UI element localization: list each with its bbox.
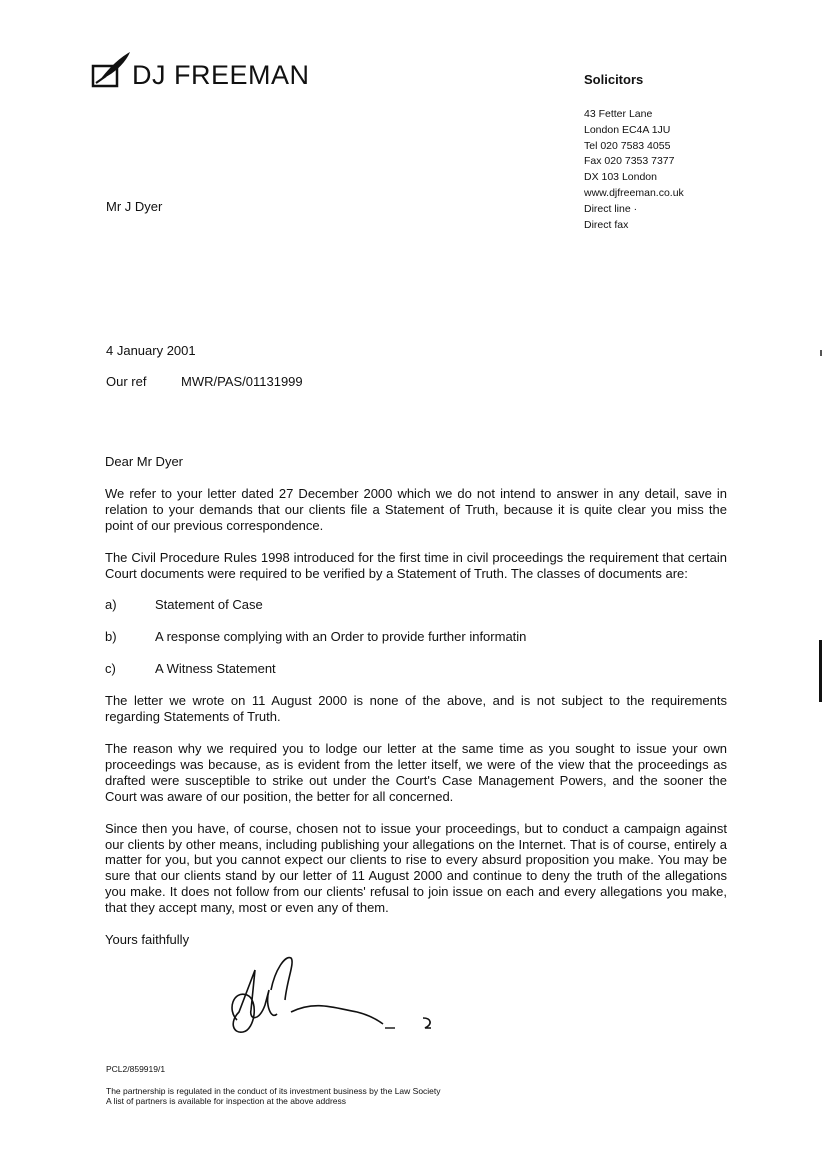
letter-body: [105, 454, 727, 948]
firm-type: Solicitors: [584, 72, 644, 87]
scan-edge-mark: [819, 640, 822, 702]
body-paragraph-5: Since then you have, of course, chosen not to issue your proceedings, but to conduct a campaign against our clients by other means, including publishing your allegations on the Internet. That is of course, entirely a matter for you, but you cannot expect our clients to rise to every absurd proposition you make. You may be sure that our clients stand by our letter of 11 August 2000 and continue to deny the truth of the allegations you make. It does not follow from our clients' refusal to join issue on each and every allegations you make, that they accept many, most or even any of them.: [105, 820, 727, 916]
reference-line: [106, 374, 303, 389]
list-item: [105, 661, 727, 677]
firm-logo: [90, 50, 320, 94]
scan-edge-dot: [820, 350, 822, 356]
footer-note: A list of partners is available for inspection at the above address: [106, 1096, 347, 1106]
recipient-name: Mr J Dyer: [106, 199, 163, 214]
list-item-text: Statement of Case: [155, 597, 263, 613]
list-item-text: A Witness Statement: [155, 661, 276, 677]
list-item-key: a): [105, 597, 117, 613]
list-item-key: b): [105, 629, 117, 645]
address-line: 43 Fetter Lane: [584, 108, 653, 120]
body-paragraph-2: The Civil Procedure Rules 1998 introduced for the first time in civil proceedings the requirement that certain Court documents were required to be verified by a Statement of Truth. The classes of documents are:: [105, 549, 727, 581]
website-line: www.djfreeman.co.uk: [584, 186, 684, 199]
phone-line: Tel 020 7583 4055: [584, 139, 671, 152]
dx-line: DX 103 London: [584, 171, 657, 184]
direct-line: Direct line ·: [584, 202, 638, 215]
direct-fax: Direct fax: [584, 218, 629, 231]
closing: Yours faithfully: [105, 932, 190, 948]
reference-label: Our ref: [106, 374, 147, 389]
footer-note: The partnership is regulated in the conduct of its investment business by the Law Society: [106, 1086, 441, 1096]
firm-address-block: [584, 107, 684, 233]
body-paragraph-1: We refer to your letter dated 27 December 2000 which we do not intend to answer in any detail, save in relation to your demands that our clients file a Statement of Truth, because it is quite clear you miss the point of our previous correspondence.: [105, 485, 727, 533]
footer-notes: [106, 1086, 441, 1106]
fax-line: Fax 020 7353 7377: [584, 155, 675, 168]
letter-date: 4 January 2001: [106, 343, 196, 358]
signature: [225, 950, 445, 1040]
firm-name: DJ FREEMAN: [132, 60, 310, 90]
address-line: London EC4A 1JU: [584, 123, 671, 136]
salutation: Dear Mr Dyer: [105, 454, 184, 469]
quill-envelope-icon: [90, 50, 134, 94]
list-item: [105, 629, 727, 645]
body-paragraph-3: The letter we wrote on 11 August 2000 is none of the above, and is not subject to the requirements regarding Statements of Truth.: [105, 693, 727, 725]
list-item-key: c): [105, 661, 116, 677]
document-reference: PCL2/859919/1: [106, 1064, 166, 1074]
list-item-text: A response complying with an Order to provide further informatin: [155, 629, 527, 645]
reference-value: MWR/PAS/01131999: [181, 374, 303, 389]
body-paragraph-4: The reason why we required you to lodge our letter at the same time as you sought to issue your own proceedings was because, as is evident from the letter itself, we were of the view that the proceedings as drafted were susceptible to strike out under the Court's Case Management Powers, and the sooner the Court was aware of our position, the better for all concerned.: [105, 740, 727, 804]
list-item: [105, 597, 727, 613]
